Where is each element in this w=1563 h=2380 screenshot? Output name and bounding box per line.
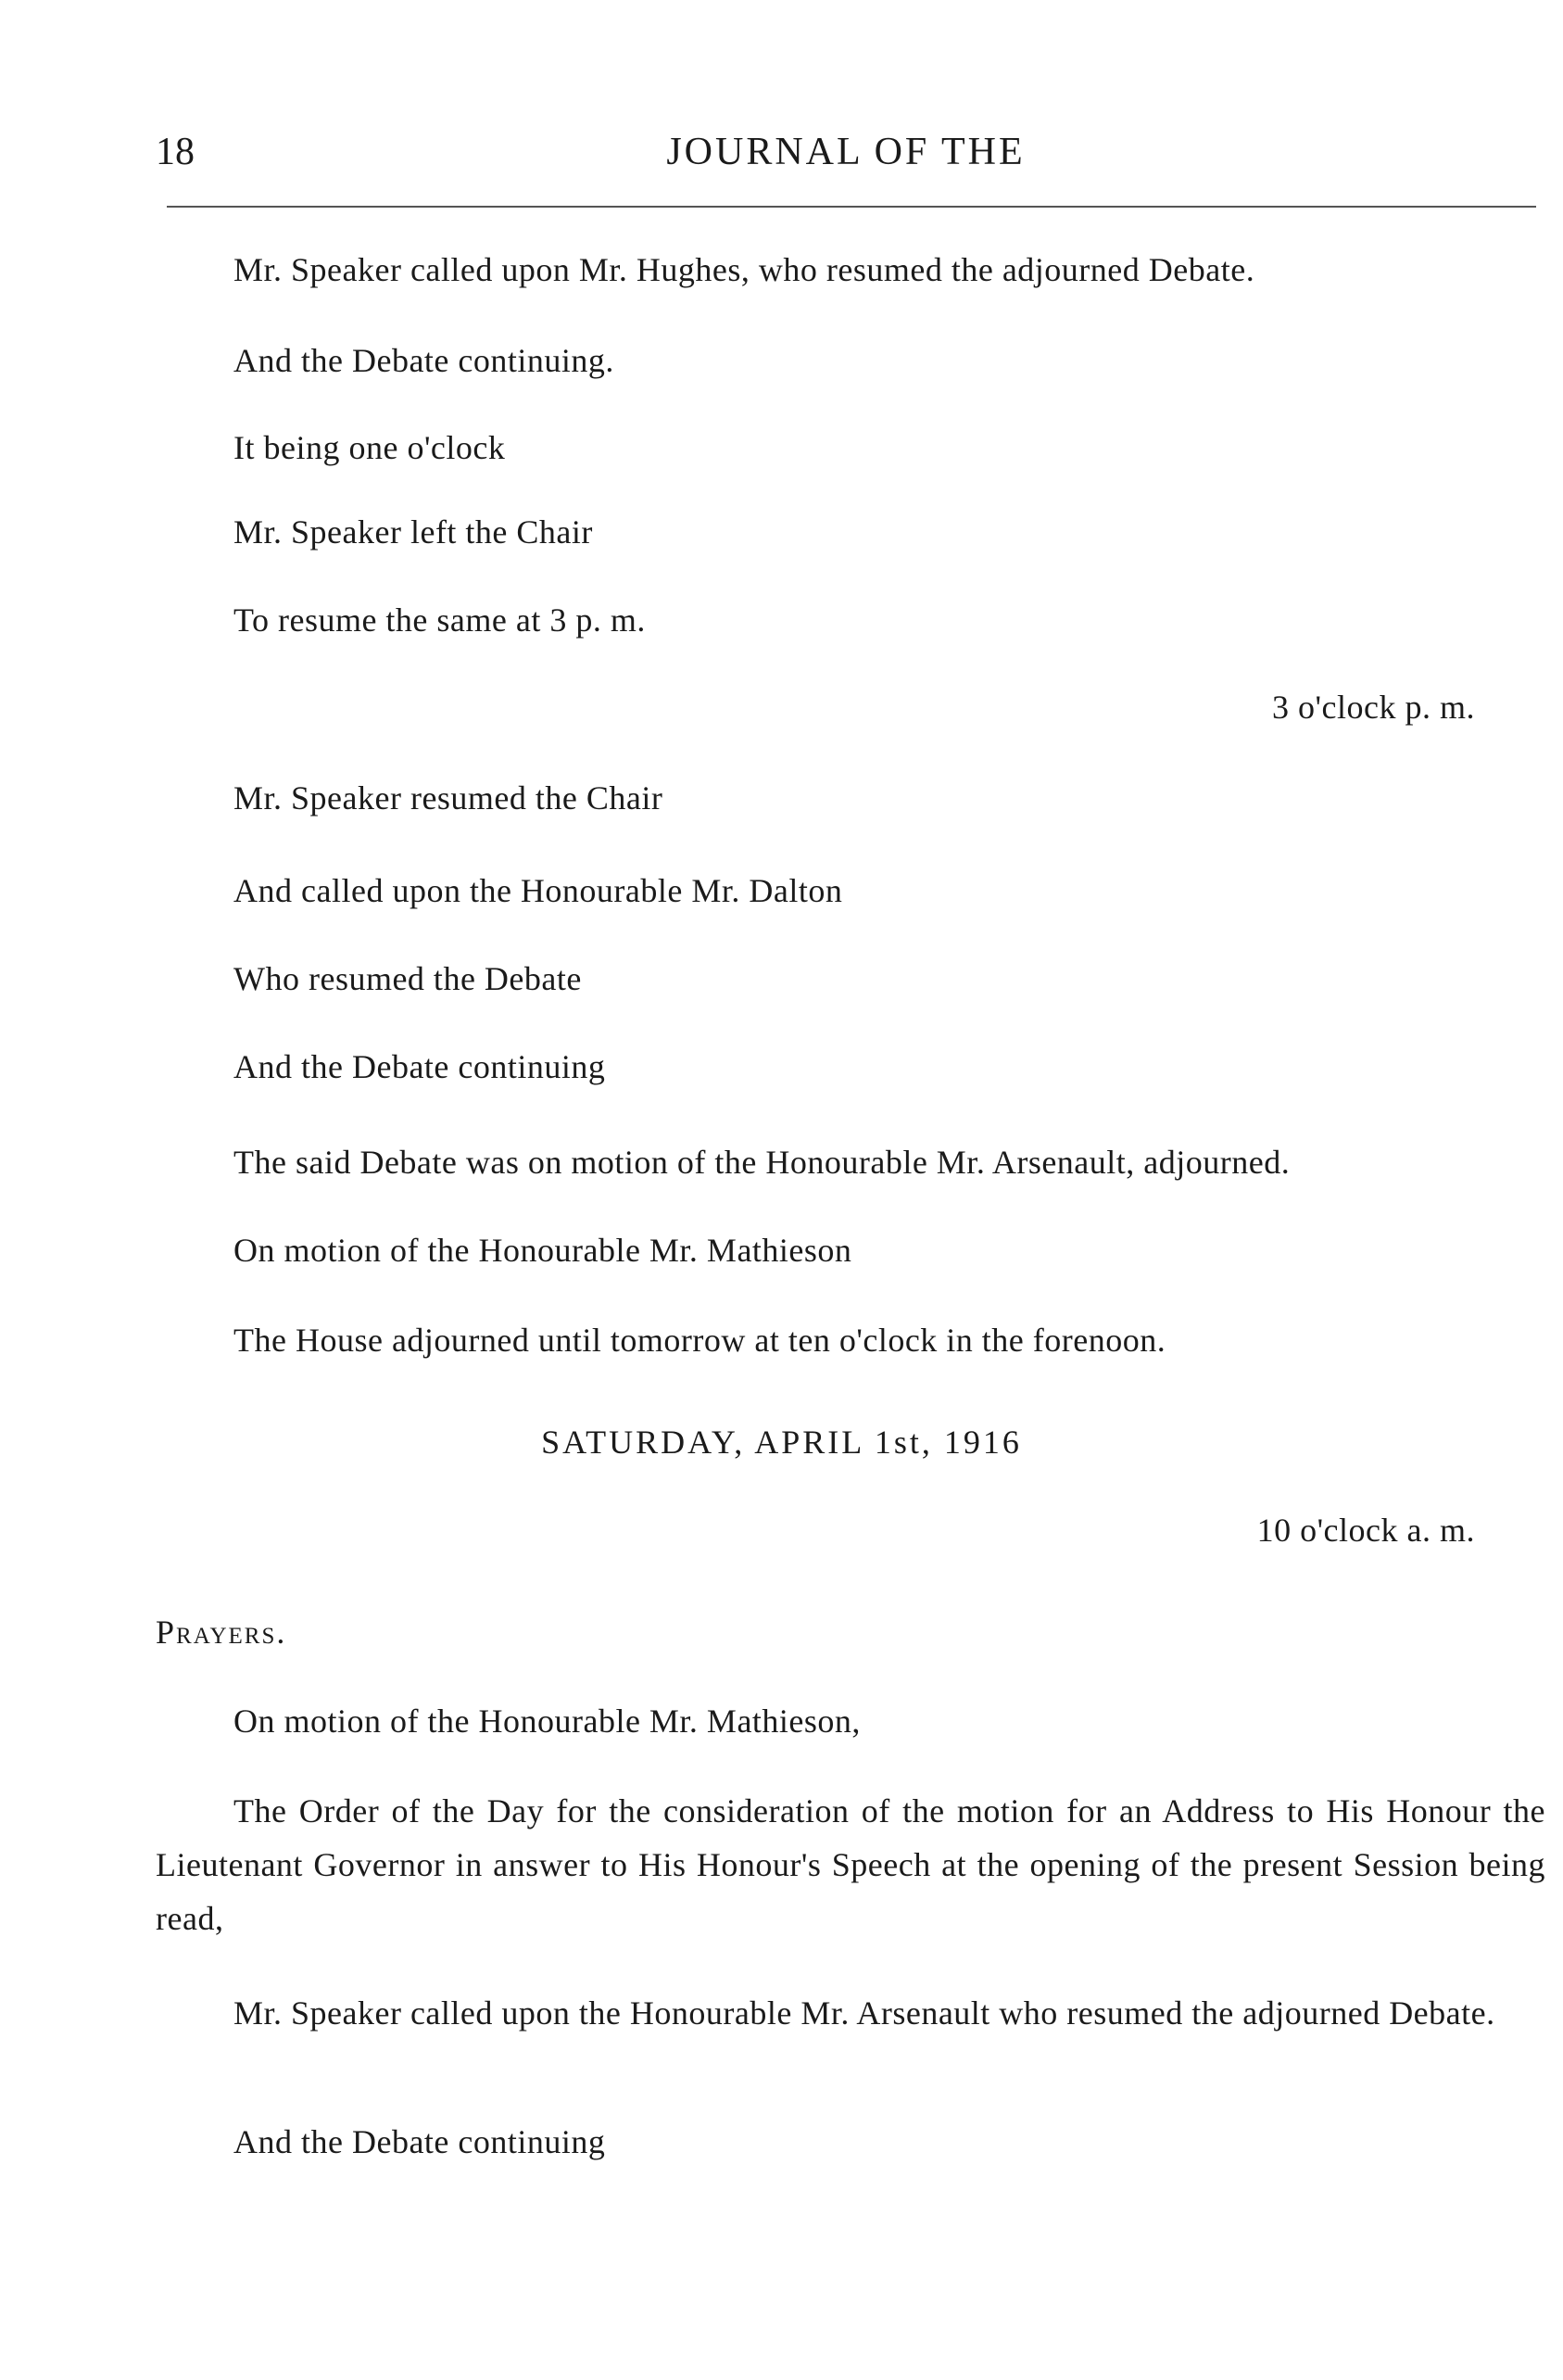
page-header bbox=[156, 130, 1536, 185]
journal-line: And the Debate continuing bbox=[233, 1048, 606, 1085]
date-heading: SATURDAY, APRIL 1st, 1916 bbox=[541, 1424, 1022, 1461]
journal-line: Mr. Speaker resumed the Chair bbox=[233, 779, 663, 817]
time-marker: 3 o'clock p. m. bbox=[1272, 689, 1475, 726]
journal-line: And the Debate continuing bbox=[233, 2123, 606, 2160]
time-marker: 10 o'clock a. m. bbox=[1256, 1512, 1475, 1549]
journal-line: It being one o'clock bbox=[233, 429, 506, 466]
journal-line: And the Debate continuing. bbox=[233, 342, 614, 379]
paragraph: Mr. Speaker called upon the Honourable Mr. Arsenault who resumed the adjourned Debate. bbox=[233, 1994, 1495, 2032]
journal-line: To resume the same at 3 p. m. bbox=[233, 601, 646, 639]
prayers-heading: Prayers. bbox=[156, 1614, 287, 1651]
journal-line: On motion of the Honourable Mr. Mathieson bbox=[233, 1232, 852, 1269]
journal-line: And called upon the Honourable Mr. Dalton bbox=[233, 872, 843, 909]
journal-line: The said Debate was on motion of the Honourable Mr. Arsenault, adjourned. bbox=[233, 1144, 1291, 1181]
journal-line: Mr. Speaker left the Chair bbox=[233, 513, 593, 551]
header-rule bbox=[167, 206, 1536, 208]
running-head: JOURNAL OF THE bbox=[666, 131, 1026, 173]
journal-line: Who resumed the Debate bbox=[233, 960, 582, 997]
journal-line: The House adjourned until tomorrow at ten o'clock in the forenoon. bbox=[233, 1322, 1166, 1359]
paragraph: The Order of the Day for the consideration of the motion for an Address to His Honour the Lieutenant Governor in answer to His Honour's Speech at the opening of the present Session being read, bbox=[156, 1792, 1545, 1937]
page-number: 18 bbox=[156, 131, 195, 173]
journal-line: Mr. Speaker called upon Mr. Hughes, who resumed the adjourned Debate. bbox=[233, 251, 1255, 288]
journal-line: On motion of the Honourable Mr. Mathieson, bbox=[233, 1703, 861, 1740]
